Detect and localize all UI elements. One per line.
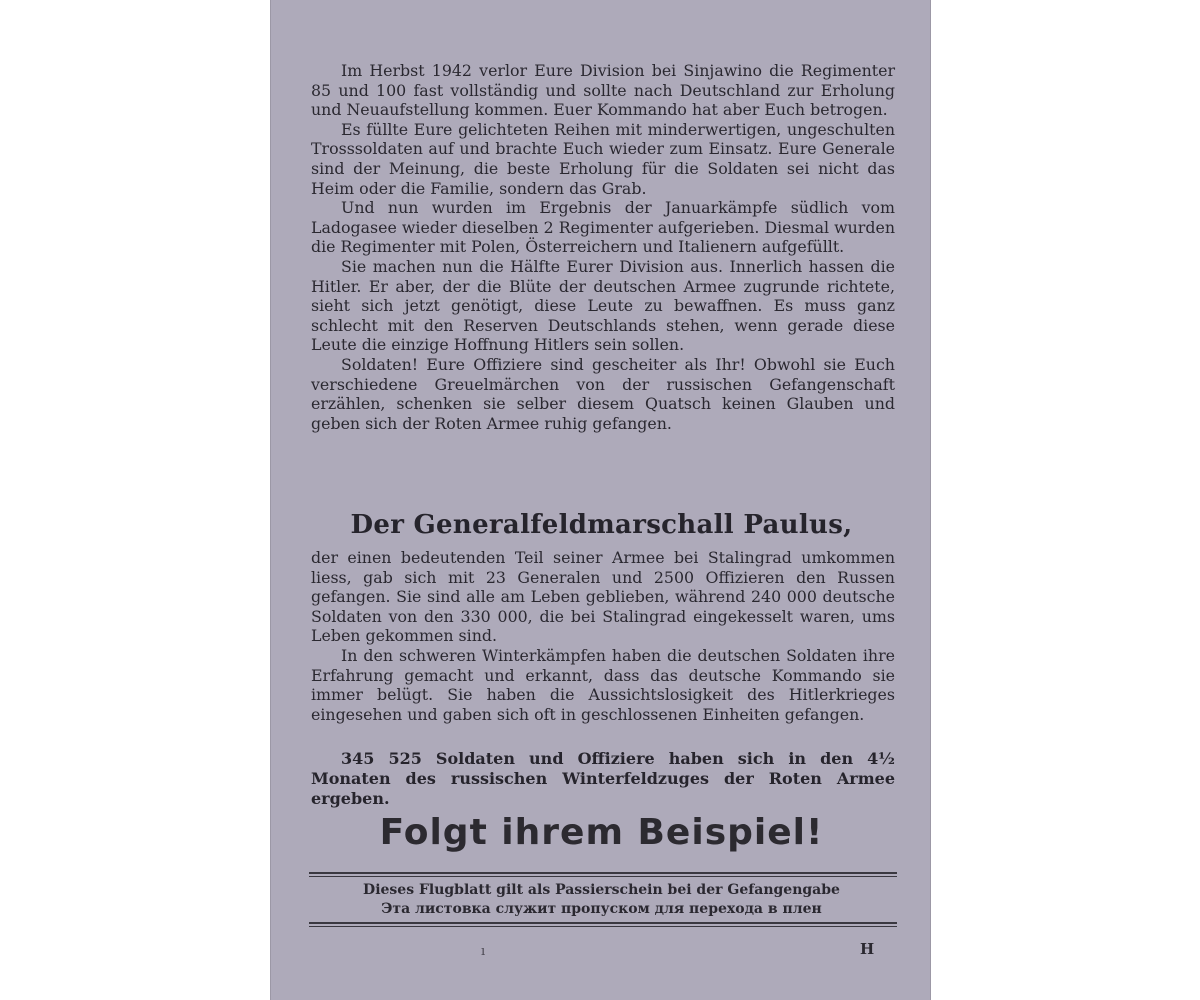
- paragraph-half-division: Sie machen nun die Hälfte Eurer Division aus. Innerlich hassen die Hitler. Er aber, der die Blüte der deutschen Armee zugrunde richtete, sieht sich jetzt genötigt, diese Leute zu bewaffnen. Es muss ganz schlecht mit den Reserven Deutschlands stehen, wenn gerade diese Leute die einzige Hoffnung Hitlers sein sollen.: [311, 256, 895, 355]
- paulus-text: [311, 548, 895, 724]
- paragraph-sinjawino: Im Herbst 1942 verlor Eure Division bei Sinjawino die Regimenter 85 und 100 fast vollständig und sollte nach Deutschland zur Erholung und Neuaufstellung kommen. Euer Kommando hat aber Euch betrogen.: [311, 61, 895, 120]
- divider-bottom: [309, 922, 897, 924]
- divider-top-thin: [309, 876, 897, 877]
- pass-note-russian: Эта листовка служит пропуском для перехода в плен: [381, 901, 822, 917]
- paragraph-ladogasee: Und nun wurden im Ergebnis der Januarkämpfe südlich vom Ladogasee wieder dieselben 2 Regimenter aufgerieben. Diesmal wurden die Regimenter mit Polen, Österreichern und Italienern aufgefüllt.: [311, 198, 895, 257]
- leaflet-sheet: [270, 0, 931, 1000]
- paragraph-stalingrad: der einen bedeutenden Teil seiner Armee bei Stalingrad umkommen liess, gab sich mit 23 Generalen und 2500 Offizieren den Russen gefangen. Sie sind alle am Leben geblieben, während 240 000 deutsche Soldaten von den 330 000, die bei Stalingrad eingekesselt waren, ums Leben gekommen sind.: [311, 548, 895, 646]
- divider-top: [309, 872, 897, 874]
- corner-letter: H: [860, 940, 875, 958]
- paulus-heading: Der Generalfeldmarschall Paulus,: [350, 510, 853, 540]
- pass-note-german: Dieses Flugblatt gilt als Passierschein bei der Gefangengabe: [363, 882, 840, 898]
- divider-bottom-thin: [309, 926, 897, 927]
- intro-text: [311, 61, 895, 433]
- paragraph-officers: Soldaten! Eure Offiziere sind gescheiter als Ihr! Obwohl sie Euch verschiedene Greuelmärchen von der russischen Gefangenschaft erzählen, schenken sie selber diesem Quatsch keinen Glauben und geben sich der Roten Armee ruhig gefangen.: [311, 354, 895, 433]
- slogan-heading: Folgt ihrem Beispiel!: [379, 812, 824, 853]
- printer-mark: ı: [481, 944, 486, 959]
- paragraph-reinforcements: Es füllte Eure gelichteten Reihen mit minderwertigen, ungeschulten Trosssoldaten auf und brachte Euch wieder zum Einsatz. Eure Generale sind der Meinung, die beste Erholung für die Soldaten sei nicht das Heim oder die Familie, sondern das Grab.: [311, 119, 895, 198]
- surrender-tally: 345 525 Soldaten und Offiziere haben sich in den 4½ Monaten des russischen Winterfeldzuges der Roten Armee ergeben.: [311, 749, 895, 808]
- paragraph-winter-battles: In den schweren Winterkämpfen haben die deutschen Soldaten ihre Erfahrung gemacht und erkannt, dass das deutsche Kommando sie immer belügt. Sie haben die Aussichtslosigkeit des Hitlerkrieges eingesehen und gaben sich oft in geschlossenen Einheiten gefangen.: [311, 645, 895, 724]
